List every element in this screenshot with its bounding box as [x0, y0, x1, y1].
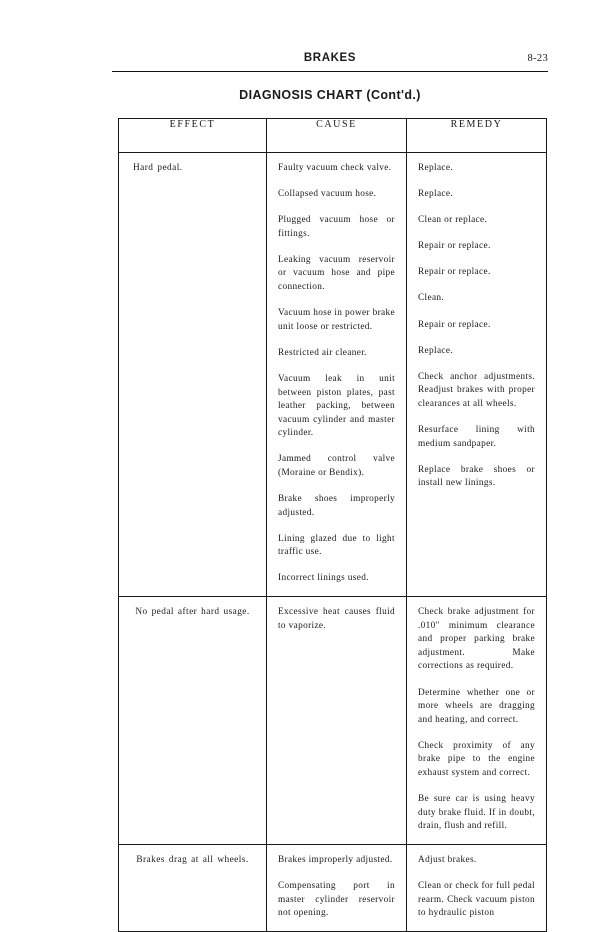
remedy-item: Replace brake shoes or install new linings.	[418, 464, 535, 489]
remedy-item: Repair or replace.	[418, 241, 491, 252]
cause-item: Excessive heat causes fluid to vaporize.	[278, 607, 395, 631]
chart-title: DIAGNOSIS CHART (Cont'd.)	[239, 88, 421, 102]
cause-item: Brakes improperly adjusted.	[278, 854, 393, 865]
diagnosis-chart-table-wrapper	[118, 118, 546, 932]
cause-item: Restricted air cleaner.	[278, 347, 367, 358]
remedy-item: Repair or replace.	[418, 319, 491, 330]
table-row	[119, 597, 547, 845]
column-header-effect: EFFECT	[119, 119, 267, 153]
remedy-item: Adjust brakes.	[418, 854, 477, 865]
remedy-item: Be sure car is using heavy duty brake fluid. If in doubt, drain, flush and refill.	[418, 794, 535, 832]
table-row	[119, 844, 547, 931]
remedy-item: Check proximity of any brake pipe to the engine exhaust system and correct.	[418, 740, 535, 778]
header-divider	[112, 71, 548, 72]
remedy-item: Repair or replace.	[418, 267, 491, 278]
cause-item: Incorrect linings used.	[278, 573, 369, 584]
cause-cell	[267, 597, 407, 845]
cause-item: Jammed control valve (Moraine or Bendix).	[278, 454, 395, 478]
remedy-item: Replace.	[418, 189, 454, 200]
remedy-item: Replace.	[418, 345, 454, 356]
column-header-remedy: REMEDY	[407, 119, 547, 153]
remedy-item: Replace.	[418, 163, 454, 173]
remedy-item: Clean or check for full pedal rearm. Check vacuum piston to hydraulic piston	[418, 880, 535, 919]
effect-text: Hard pedal.	[133, 163, 183, 173]
effect-cell	[119, 844, 267, 931]
cause-cell	[267, 153, 407, 597]
cause-cell	[267, 844, 407, 931]
remedy-item: Check anchor adjustments. Readjust brakes with proper clearances at all wheels.	[418, 371, 535, 409]
diagnosis-chart-table	[118, 118, 547, 932]
remedy-item: Check brake adjustment for .010'' minimum clearance and proper parking brake adjustment. Make corrections as required.	[418, 607, 535, 672]
cause-item: Vacuum hose in power brake unit loose or restricted.	[278, 308, 396, 332]
table-row	[119, 153, 547, 597]
effect-text: No pedal after hard usage.	[135, 607, 250, 618]
remedy-item: Clean or replace.	[418, 215, 488, 226]
page-header	[112, 52, 548, 64]
remedy-cell	[407, 597, 547, 845]
cause-item: Faulty vacuum check valve.	[278, 163, 392, 173]
remedy-item: Determine whether one or more wheels are dragging and heating, and correct.	[418, 687, 535, 725]
table-header-row	[119, 119, 547, 153]
cause-item: Lining glazed due to light traffic use.	[278, 533, 395, 558]
cause-item: Collapsed vacuum hose.	[278, 189, 377, 200]
cause-item: Compensating port in master cylinder reservoir not opening.	[278, 880, 395, 919]
remedy-item: Clean.	[418, 293, 445, 304]
effect-cell	[119, 153, 267, 597]
cause-item: Brake shoes improperly adjusted.	[278, 494, 395, 518]
cause-item: Vacuum leak in unit between piston plates, past leather packing, between vacuum cylinder and master cylinder.	[278, 373, 395, 439]
remedy-cell	[407, 844, 547, 931]
remedy-cell	[407, 153, 547, 597]
effect-cell	[119, 597, 267, 845]
header-title: BRAKES	[303, 52, 357, 64]
remedy-item: Resurface lining with medium sandpaper.	[418, 425, 535, 449]
column-header-cause: CAUSE	[267, 119, 407, 153]
header-page-number: 8-23	[527, 53, 548, 64]
cause-item: Leaking vacuum reservoir or vacuum hose and pipe connection.	[278, 254, 395, 293]
cause-item: Plugged vacuum hose or fittings.	[278, 215, 395, 239]
effect-text: Brakes drag at all wheels.	[136, 854, 249, 865]
